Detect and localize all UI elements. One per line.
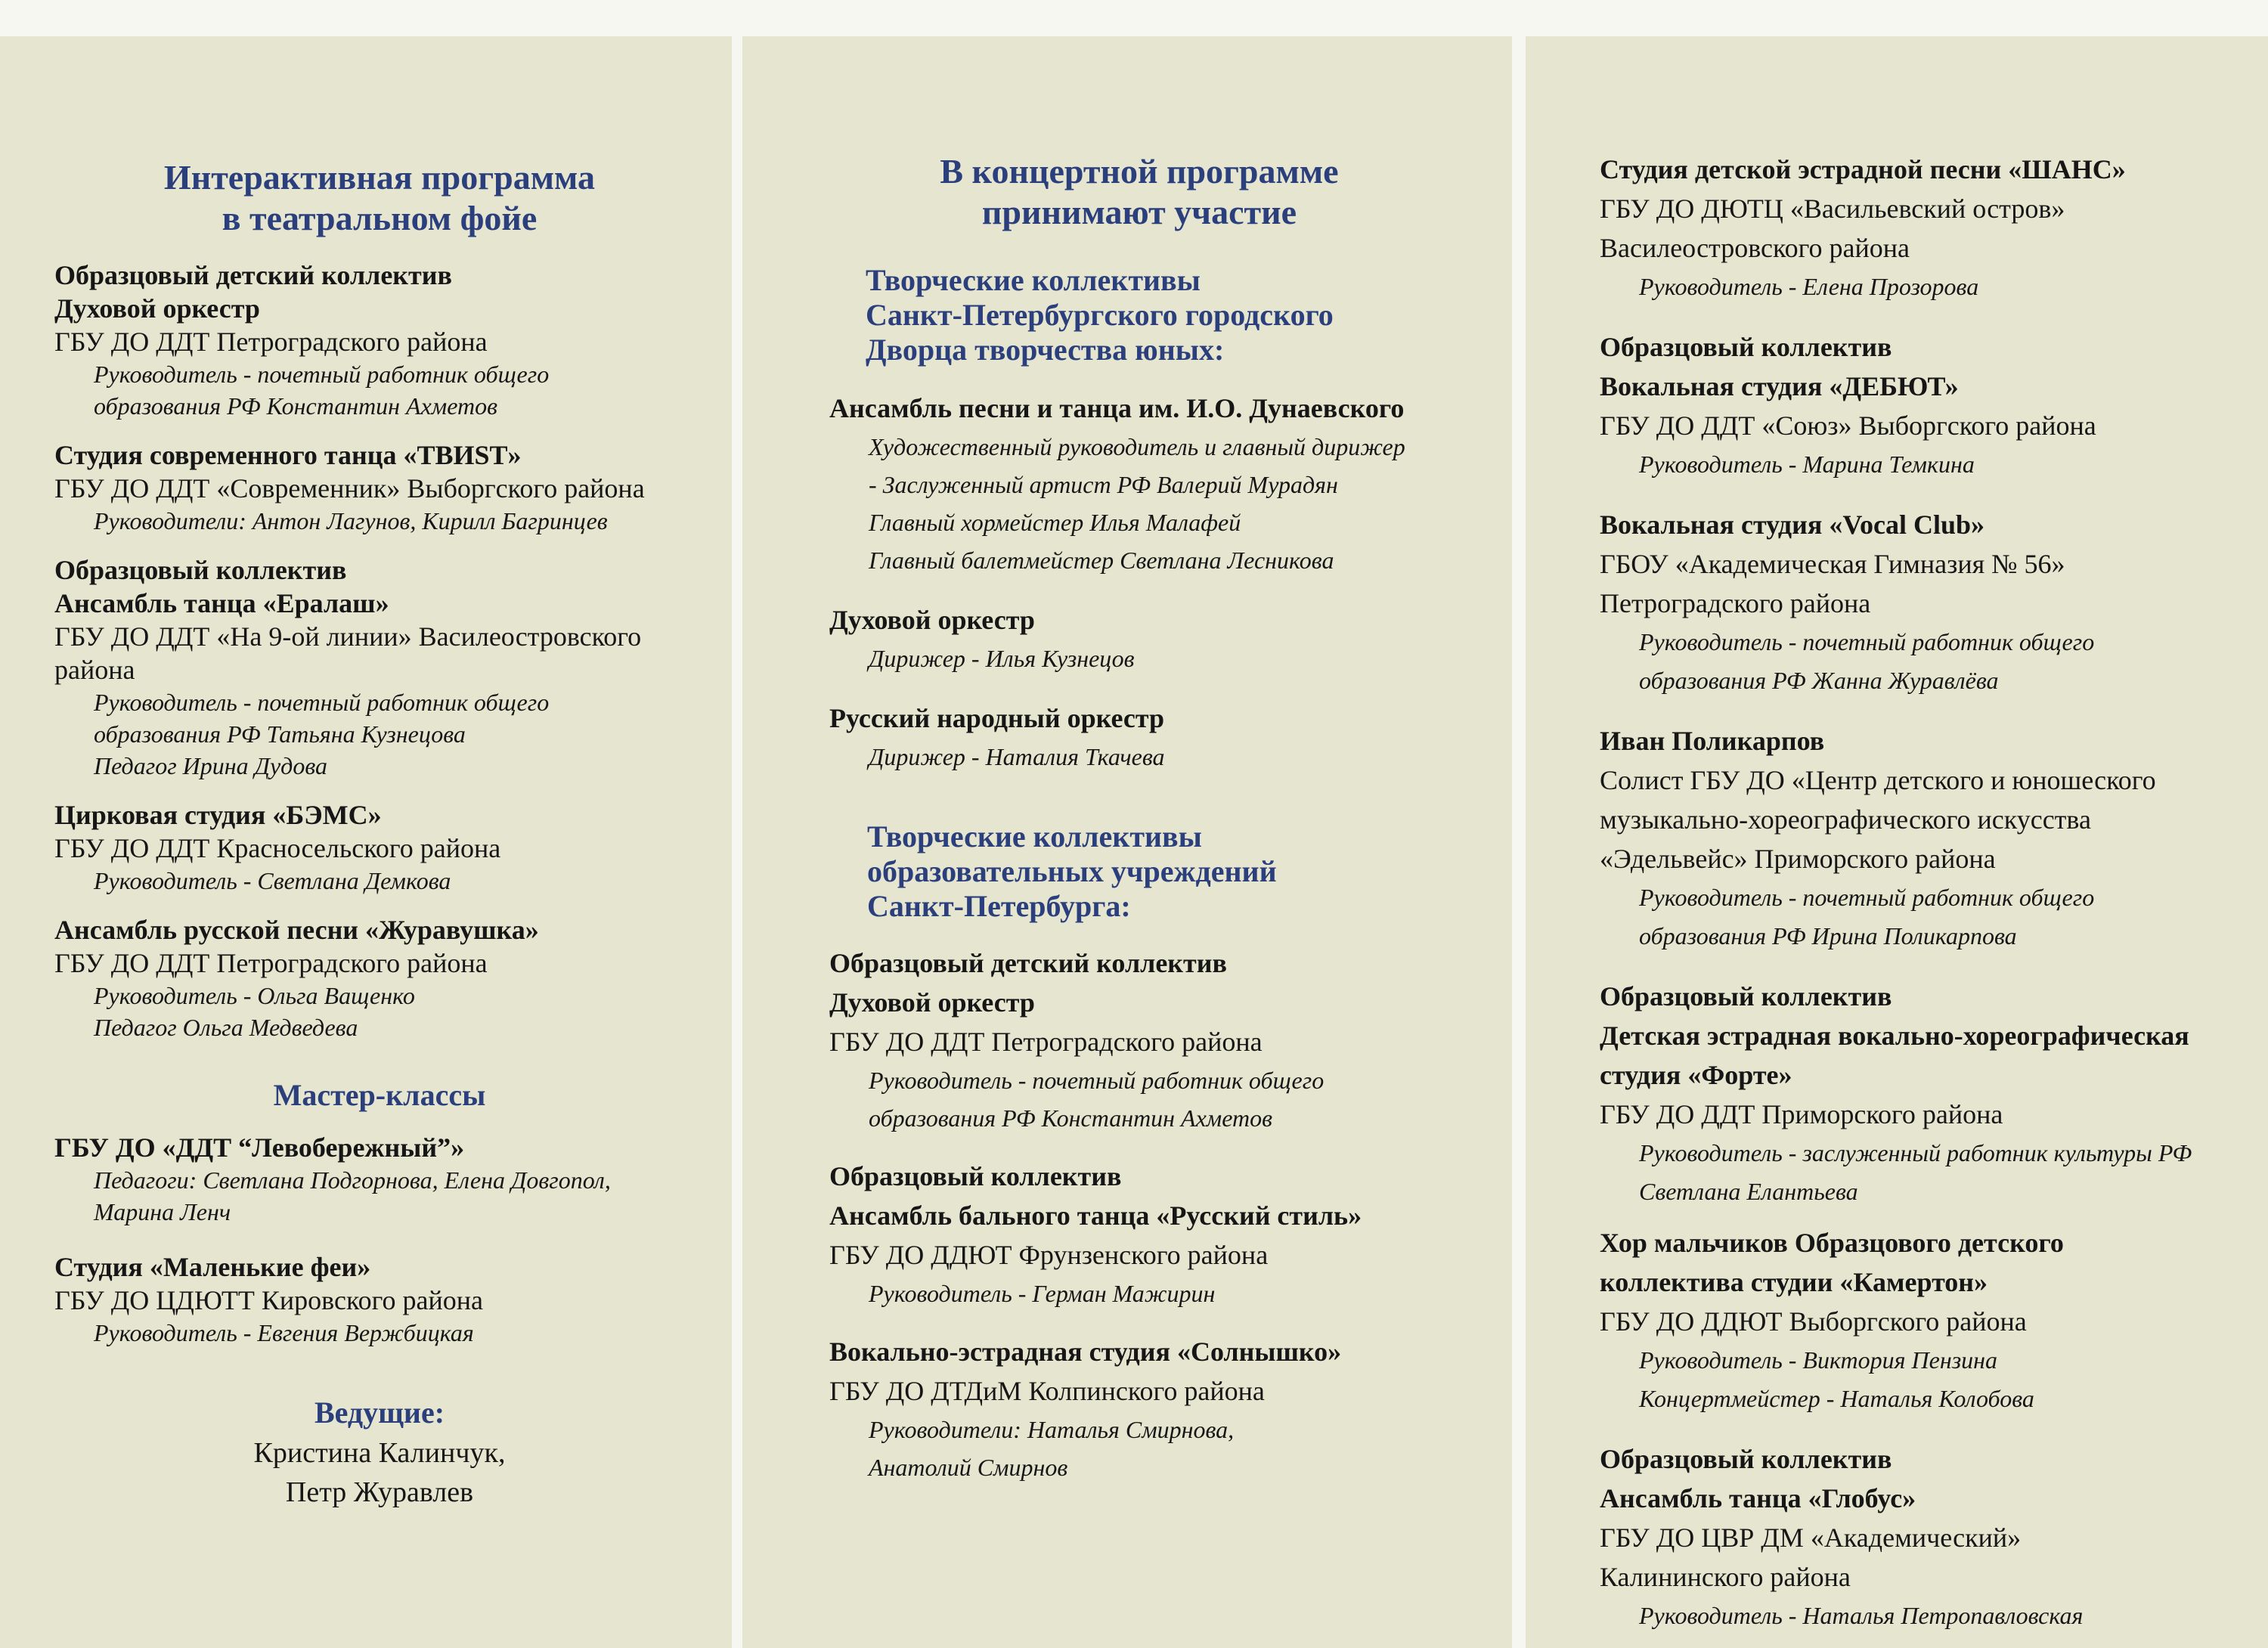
- subheading-palace-collectives: [829, 263, 1497, 367]
- entry-title: Образцовый детский коллектив: [54, 260, 452, 290]
- entry-debut: [1600, 327, 2260, 484]
- subheading-school-collectives: [829, 819, 1497, 924]
- entry-dunaevsky-ensemble: [829, 389, 1497, 579]
- entry-brass-orchestra: [829, 600, 1497, 677]
- heading-line: В концертной программе: [940, 152, 1339, 191]
- entry-globus: [1600, 1439, 2260, 1635]
- entry-kamerton: [1600, 1223, 2260, 1418]
- entry-title: Духовой оркестр: [829, 605, 1035, 635]
- entry-vocal-club: [1600, 505, 2260, 700]
- entry-leader: Руководитель - почетный работник общего: [1639, 884, 2095, 911]
- entry-title: Иван Поликарпов: [1600, 726, 1825, 756]
- entry-title: Хор мальчиков Образцового детского: [1600, 1228, 2064, 1258]
- entry-malenkie-fei: [54, 1250, 717, 1349]
- entry-twist: [54, 438, 717, 537]
- entry-forte: [1600, 977, 2260, 1211]
- entry-institution: ГБУ ДО ЦДЮТТ Кировского района: [54, 1285, 483, 1315]
- subheading-line: Творческие коллективы: [866, 263, 1201, 297]
- entry-levoberezhny: [54, 1131, 717, 1228]
- entry-leader: Руководитель - почетный работник общего: [94, 361, 550, 388]
- entry-title: Образцовый коллектив: [54, 555, 347, 585]
- entry-title: Образцовый детский коллектив: [829, 948, 1227, 978]
- entry-leader: Педагог Ирина Дудова: [94, 752, 327, 779]
- entry-leader: Руководитель - почетный работник общего: [1639, 628, 2095, 655]
- entry-title: Вокально-эстрадная студия «Солнышко»: [829, 1337, 1342, 1367]
- entry-title: Детская эстрадная вокально-хореографическая: [1600, 1021, 2189, 1051]
- entry-institution: ГБУ ДО ДДТ Приморского района: [1600, 1099, 2003, 1129]
- entry-leader: Руководитель - заслуженный работник культуры РФ: [1639, 1139, 2192, 1166]
- entry-leader: Педагоги: Светлана Подгорнова, Елена Довгопол,: [94, 1166, 611, 1194]
- entry-institution: ГБУ ДО ДДЮТ Фрунзенского района: [829, 1240, 1269, 1270]
- entry-title: Студия детской эстрадной песни «ШАНС»: [1600, 154, 2126, 184]
- entry-institution: ГБУ ДО ДДТ Красносельского района: [54, 833, 501, 863]
- concert-program-heading: [829, 151, 1449, 233]
- entry-eralash: [54, 553, 717, 782]
- entry-leader: Руководитель - Наталья Петропавловская: [1639, 1602, 2084, 1629]
- entry-bems: [54, 798, 717, 897]
- host-name: Петр Журавлев: [285, 1476, 474, 1508]
- hosts-heading: Ведущие:: [314, 1396, 445, 1430]
- subheading-line: Творческие коллективы: [867, 819, 1202, 853]
- subheading-line: Санкт-Петербургского городского: [866, 298, 1334, 332]
- entry-title: Ансамбль русской песни «Журавушка»: [54, 915, 539, 945]
- entry-institution: ГБУ ДО ДДТ Петроградского района: [54, 948, 488, 978]
- entry-shans: [1600, 150, 2260, 306]
- entry-institution: Калининского района: [1600, 1562, 1851, 1592]
- entry-ddt-petrograd-brass: [54, 259, 717, 422]
- entry-title: Цирковая студия «БЭМС»: [54, 800, 382, 830]
- subheading-line: Санкт-Петербурга:: [867, 889, 1131, 923]
- entry-russky-stil: [829, 1157, 1497, 1312]
- entry-title: Русский народный оркестр: [829, 703, 1165, 733]
- entry-leader: Главный балетмейстер Светлана Лесникова: [869, 547, 1334, 574]
- entry-zhuravushka: [54, 913, 717, 1043]
- entry-leader: Марина Ленч: [94, 1198, 231, 1225]
- entry-title: студия «Форте»: [1600, 1060, 1792, 1090]
- entry-institution: района: [54, 655, 135, 685]
- entry-institution: ГБОУ «Академическая Гимназия № 56»: [1600, 549, 2065, 579]
- entry-leader: Дирижер - Наталия Ткачева: [869, 743, 1165, 770]
- subheading-line: Дворца творчества юных:: [866, 333, 1225, 367]
- entry-leader: образования РФ Жанна Журавлёва: [1639, 667, 1999, 694]
- entry-title: ГБУ ДО «ДДТ “Левобережный”»: [54, 1132, 465, 1163]
- entry-title: Духовой оркестр: [829, 987, 1035, 1018]
- entry-title: Духовой оркестр: [54, 293, 260, 324]
- entry-leader: Педагог Ольга Медведева: [94, 1014, 358, 1041]
- entry-leader: Анатолий Смирнов: [869, 1454, 1068, 1481]
- entry-title: Ансамбль танца «Ералаш»: [54, 588, 389, 618]
- entry-institution: ГБУ ДО ДЮТЦ «Васильевский остров»: [1600, 194, 2065, 224]
- entry-institution: ГБУ ДО ДДТ «Союз» Выборгского района: [1600, 410, 2096, 441]
- host-name: Кристина Калинчук,: [253, 1437, 506, 1469]
- masterclass-heading: Мастер-классы: [273, 1078, 486, 1112]
- entry-title: Образцовый коллектив: [1600, 981, 1892, 1011]
- entry-title: Студия современного танца «ТВИST»: [54, 440, 522, 470]
- heading-line: принимают участие: [981, 193, 1297, 231]
- left-panel: [0, 36, 732, 1648]
- entry-leader: Художественный руководитель и главный дирижер: [869, 433, 1405, 460]
- entry-leader: образования РФ Константин Ахметов: [869, 1104, 1272, 1132]
- entry-title: коллектива студии «Камертон»: [1600, 1267, 1988, 1297]
- entry-leader: Руководитель - Герман Мажирин: [869, 1280, 1216, 1307]
- heading-line: в театральном фойе: [222, 199, 538, 237]
- entry-leader: Руководители: Антон Лагунов, Кирилл Багринцев: [94, 507, 608, 534]
- entry-institution: музыкально-хореографического искусства: [1600, 804, 2091, 835]
- entry-leader: Руководитель - Марина Темкина: [1639, 451, 1975, 478]
- entry-institution: Василеостровского района: [1600, 233, 1910, 263]
- entry-leader: Руководитель - Ольга Ващенко: [94, 982, 415, 1009]
- entry-leader: Концертмейстер - Наталья Колобова: [1639, 1385, 2034, 1412]
- interactive-program-heading: [54, 157, 705, 239]
- entry-leader: Светлана Елантьева: [1639, 1178, 1858, 1205]
- entry-solnyshko: [829, 1332, 1497, 1486]
- subheading-line: образовательных учреждений: [867, 854, 1277, 888]
- heading-line: Интерактивная программа: [163, 158, 596, 197]
- entry-leader: Дирижер - Илья Кузнецов: [869, 645, 1135, 672]
- entry-institution: Солист ГБУ ДО «Центр детского и юношеского: [1600, 765, 2156, 795]
- entry-title: Вокальная студия «ДЕБЮТ»: [1600, 371, 1959, 401]
- entry-leader: Руководитель - Елена Прозорова: [1639, 273, 1979, 300]
- entry-institution: ГБУ ДО ДДТ «На 9-ой линии» Василеостровского: [54, 621, 642, 652]
- entry-title: Ансамбль бального танца «Русский стиль»: [829, 1200, 1362, 1231]
- entry-leader: Главный хормейстер Илья Малафей: [869, 509, 1241, 536]
- entry-title: Вокальная студия «Vocal Club»: [1600, 510, 1985, 540]
- hosts-names: [54, 1433, 705, 1512]
- entry-leader: образования РФ Ирина Поликарпова: [1639, 922, 2017, 949]
- entry-institution: «Эдельвейс» Приморского района: [1600, 844, 1996, 874]
- entry-title: Студия «Маленькие феи»: [54, 1252, 371, 1282]
- entry-leader: образования РФ Константин Ахметов: [94, 392, 497, 420]
- entry-institution: ГБУ ДО ДДТ Петроградского района: [829, 1027, 1263, 1057]
- entry-folk-orchestra: [829, 699, 1497, 776]
- entry-leader: Руководитель - почетный работник общего: [94, 689, 550, 716]
- entry-leader: Руководитель - Евгения Вержбицкая: [94, 1319, 474, 1346]
- entry-ddt-petrograd-brass: [829, 943, 1497, 1137]
- right-panel: [1526, 36, 2268, 1648]
- entry-leader: - Заслуженный артист РФ Валерий Мурадян: [869, 471, 1338, 498]
- entry-institution: ГБУ ДО ДДТ «Современник» Выборгского района: [54, 473, 645, 503]
- entry-title: Образцовый коллектив: [829, 1161, 1122, 1191]
- entry-title: Образцовый коллектив: [1600, 1444, 1892, 1474]
- entry-leader: образования РФ Татьяна Кузнецова: [94, 720, 466, 748]
- entry-institution: ГБУ ДО ЦВР ДМ «Академический»: [1600, 1523, 2022, 1553]
- entry-title: Ансамбль танца «Глобус»: [1600, 1483, 1916, 1513]
- entry-institution: ГБУ ДО ДДЮТ Выборгского района: [1600, 1306, 2027, 1337]
- entry-institution: ГБУ ДО ДДТ Петроградского района: [54, 327, 488, 357]
- entry-institution: Петроградского района: [1600, 588, 1871, 618]
- entry-ivan-polikarpov: [1600, 721, 2260, 956]
- entry-title: Образцовый коллектив: [1600, 332, 1892, 362]
- entry-title: Ансамбль песни и танца им. И.О. Дунаевского: [829, 393, 1405, 423]
- entry-leader: Руководители: Наталья Смирнова,: [869, 1416, 1235, 1443]
- entry-leader: Руководитель - почетный работник общего: [869, 1067, 1325, 1094]
- entry-leader: Руководитель - Виктория Пензина: [1639, 1346, 1998, 1374]
- entry-institution: ГБУ ДО ДТДиМ Колпинского района: [829, 1376, 1265, 1406]
- middle-panel: [742, 36, 1512, 1648]
- entry-leader: Руководитель - Светлана Демкова: [94, 867, 451, 894]
